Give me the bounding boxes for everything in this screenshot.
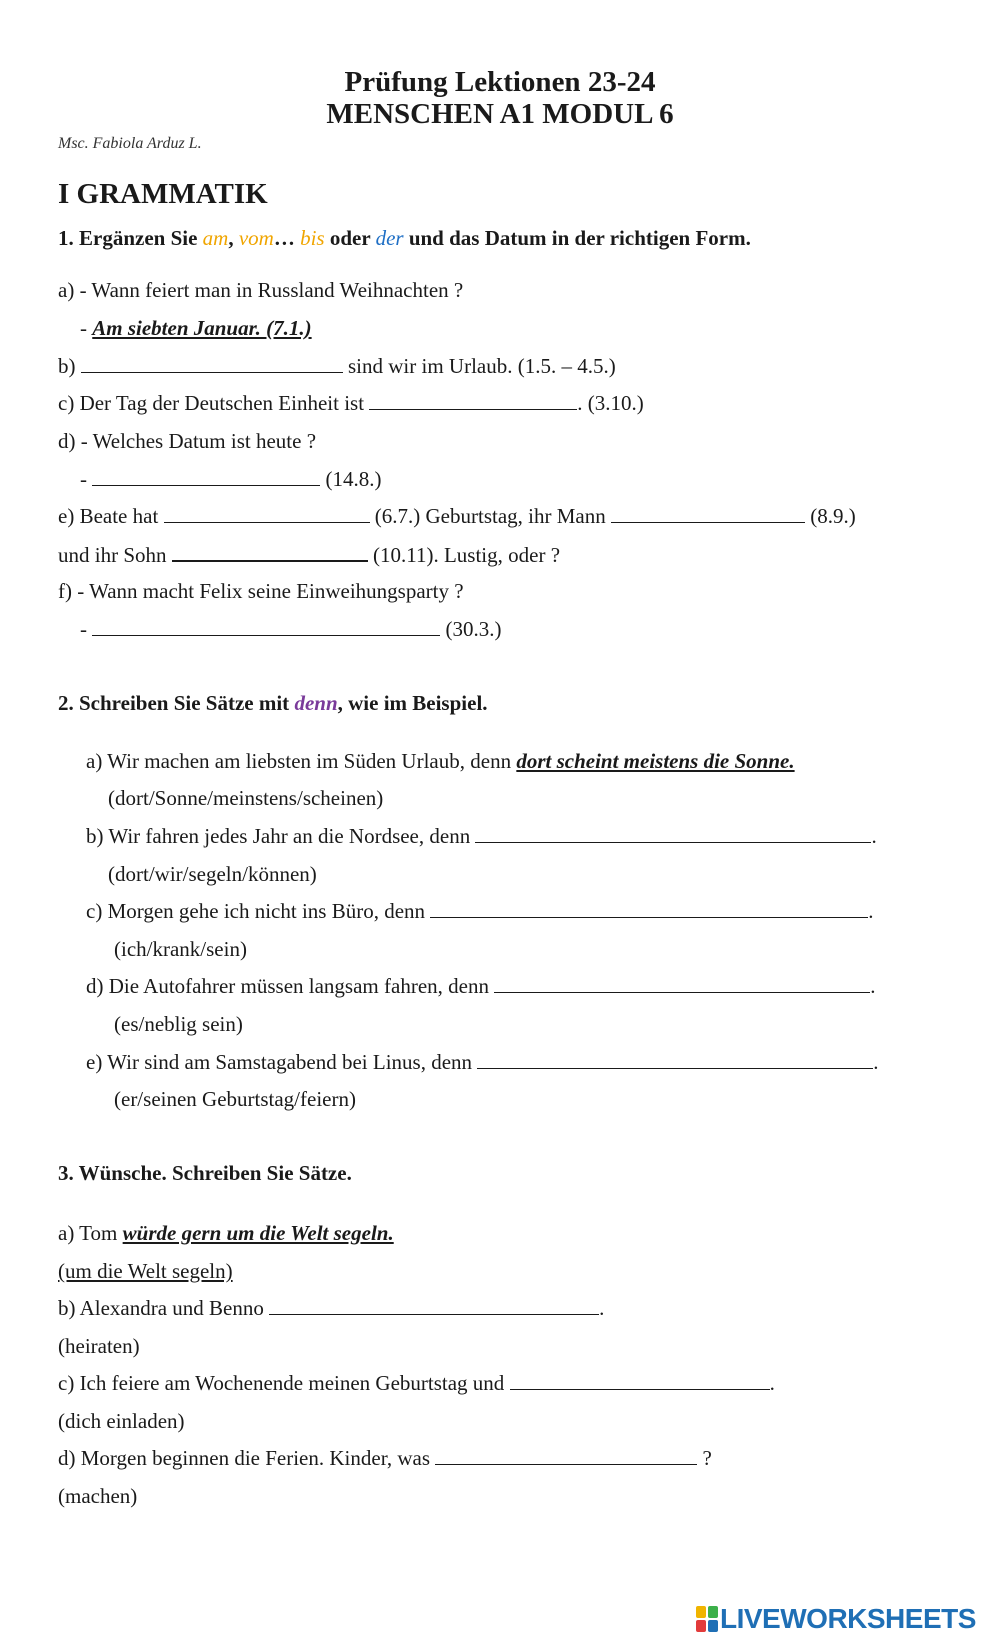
task1-e-cont: und ihr Sohn (10.11). Lustig, oder ? [58, 543, 561, 567]
answer-blank[interactable] [510, 1371, 770, 1390]
task3-d: d) Morgen beginnen die Ferien. Kinder, was ? [58, 1446, 712, 1470]
liveworksheets-logo[interactable] [696, 1602, 976, 1636]
task1-heading: 1. Ergänzen Sie am, vom… bis oder der und das Datum in der richtigen Form. [58, 226, 751, 250]
answer-blank[interactable] [475, 824, 871, 843]
logo-text: LIVEWORKSHEETS [720, 1603, 976, 1634]
task1-c: c) Der Tag der Deutschen Einheit ist . (3.10.) [58, 391, 644, 415]
task2-a: a) Wir machen am liebsten im Süden Urlaub, denn dort scheint meistens die Sonne. [86, 749, 795, 773]
task2-d: d) Die Autofahrer müssen langsam fahren, denn . [86, 974, 876, 998]
task1-a-answer-line: - Am siebten Januar. (7.1.) [80, 316, 312, 340]
task1-f-question: f) - Wann macht Felix seine Einweihungsparty ? [58, 579, 464, 603]
task3-d-hint: (machen) [58, 1484, 138, 1508]
task2-c-hint: (ich/krank/sein) [114, 937, 247, 961]
answer-blank[interactable] [477, 1050, 873, 1069]
answer-blank[interactable] [494, 974, 870, 993]
answer-blank[interactable] [269, 1296, 599, 1315]
keyword-der: der [375, 226, 404, 250]
task3-a-hint: (um die Welt segeln) [58, 1259, 233, 1283]
example-answer: würde gern um die Welt segeln. [122, 1221, 394, 1245]
task2-heading: 2. Schreiben Sie Sätze mit denn, wie im Beispiel. [58, 691, 488, 715]
task1-b: b) sind wir im Urlaub. (1.5. – 4.5.) [58, 354, 616, 378]
answer-blank[interactable] [172, 542, 368, 562]
answer-blank[interactable] [164, 504, 370, 523]
task2-b: b) Wir fahren jedes Jahr an die Nordsee, denn . [86, 824, 877, 848]
task2-e: e) Wir sind am Samstagabend bei Linus, denn . [86, 1050, 879, 1074]
keyword-denn: denn [294, 691, 338, 715]
task3-c: c) Ich feiere am Wochenende meinen Geburtstag und . [58, 1371, 775, 1395]
keyword-vom: vom [238, 226, 274, 250]
author-name: Msc. Fabiola Arduz L. [58, 135, 202, 152]
task2-d-hint: (es/neblig sein) [114, 1012, 243, 1036]
task3-b: b) Alexandra und Benno . [58, 1296, 605, 1320]
logo-icon [696, 1606, 718, 1632]
section-heading: I GRAMMATIK [58, 178, 268, 210]
answer-blank[interactable] [435, 1446, 697, 1465]
exam-title: Prüfung Lektionen 23-24 [344, 66, 656, 98]
task2-a-hint: (dort/Sonne/meinstens/scheinen) [108, 786, 384, 810]
module-title: MENSCHEN A1 MODUL 6 [326, 98, 674, 130]
keyword-am: am [202, 226, 229, 250]
answer-blank[interactable] [611, 504, 805, 523]
task1-d-answer-line: - (14.8.) [80, 467, 382, 491]
answer-blank[interactable] [92, 617, 440, 636]
task3-heading: 3. Wünsche. Schreiben Sie Sätze. [58, 1161, 352, 1185]
task2-c: c) Morgen gehe ich nicht ins Büro, denn . [86, 899, 874, 923]
task1-e: e) Beate hat (6.7.) Geburtstag, ihr Mann (8.9.) [58, 504, 856, 528]
task1-d-question: d) - Welches Datum ist heute ? [58, 429, 317, 453]
example-answer: dort scheint meistens die Sonne. [516, 749, 795, 773]
answer-blank[interactable] [369, 391, 577, 410]
task1-f-answer-line: - (30.3.) [80, 617, 502, 641]
task1-a-question: a) - Wann feiert man in Russland Weihnachten ? [58, 278, 464, 302]
task3-b-hint: (heiraten) [58, 1334, 140, 1358]
answer-blank[interactable] [430, 899, 868, 918]
task3-c-hint: (dich einladen) [58, 1409, 185, 1433]
example-answer: Am siebten Januar. (7.1.) [92, 316, 312, 340]
task2-e-hint: (er/seinen Geburtstag/feiern) [114, 1087, 356, 1111]
task3-a: a) Tom würde gern um die Welt segeln. [58, 1221, 394, 1245]
task2-b-hint: (dort/wir/segeln/können) [108, 862, 317, 886]
keyword-bis: bis [300, 226, 325, 250]
answer-blank[interactable] [92, 467, 320, 486]
answer-blank[interactable] [81, 354, 343, 373]
